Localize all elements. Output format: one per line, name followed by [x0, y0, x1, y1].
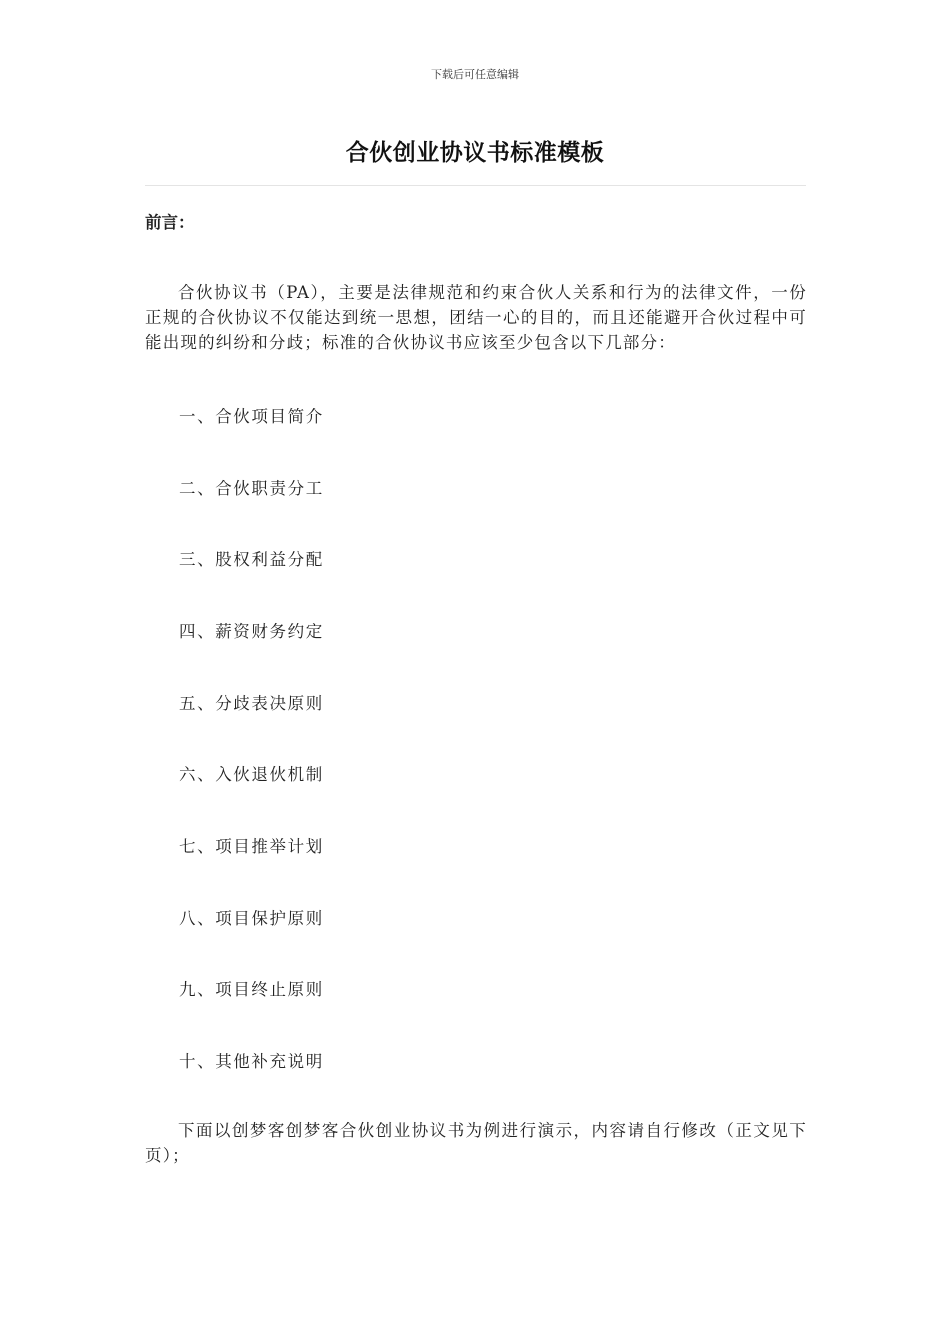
section-label: 前言： [145, 213, 195, 232]
intro-paragraph: 合伙协议书（PA），主要是法律规范和约束合伙人关系和行为的法律文件，一份正规的合伙协议不仅能达到统一思想，团结一心的目的，而且还能避开合伙过程中可能出现的纠纷和分歧；标准的合伙协议书应该至少包含以下几部分： [145, 283, 807, 352]
toc-item: 六、入伙退伙机制 [179, 765, 324, 784]
toc-item: 三、股权利益分配 [179, 550, 324, 569]
toc-item: 九、项目终止原则 [179, 980, 324, 999]
toc-item: 八、项目保护原则 [179, 909, 324, 928]
toc-item: 四、薪资财务约定 [179, 622, 324, 641]
page-header-note: 下载后可任意编辑 [431, 68, 519, 81]
toc-item: 五、分歧表决原则 [179, 694, 324, 713]
document-title: 合伙创业协议书标准模板 [345, 140, 605, 166]
toc-item: 七、项目推举计划 [179, 837, 324, 856]
toc-item: 十、其他补充说明 [179, 1052, 324, 1071]
toc-item: 一、合伙项目简介 [179, 407, 324, 426]
outro-paragraph: 下面以创梦客创梦客合伙创业协议书为例进行演示，内容请自行修改（正文见下页）； [145, 1121, 807, 1165]
title-divider [145, 185, 806, 186]
toc-item: 二、合伙职责分工 [179, 479, 324, 498]
